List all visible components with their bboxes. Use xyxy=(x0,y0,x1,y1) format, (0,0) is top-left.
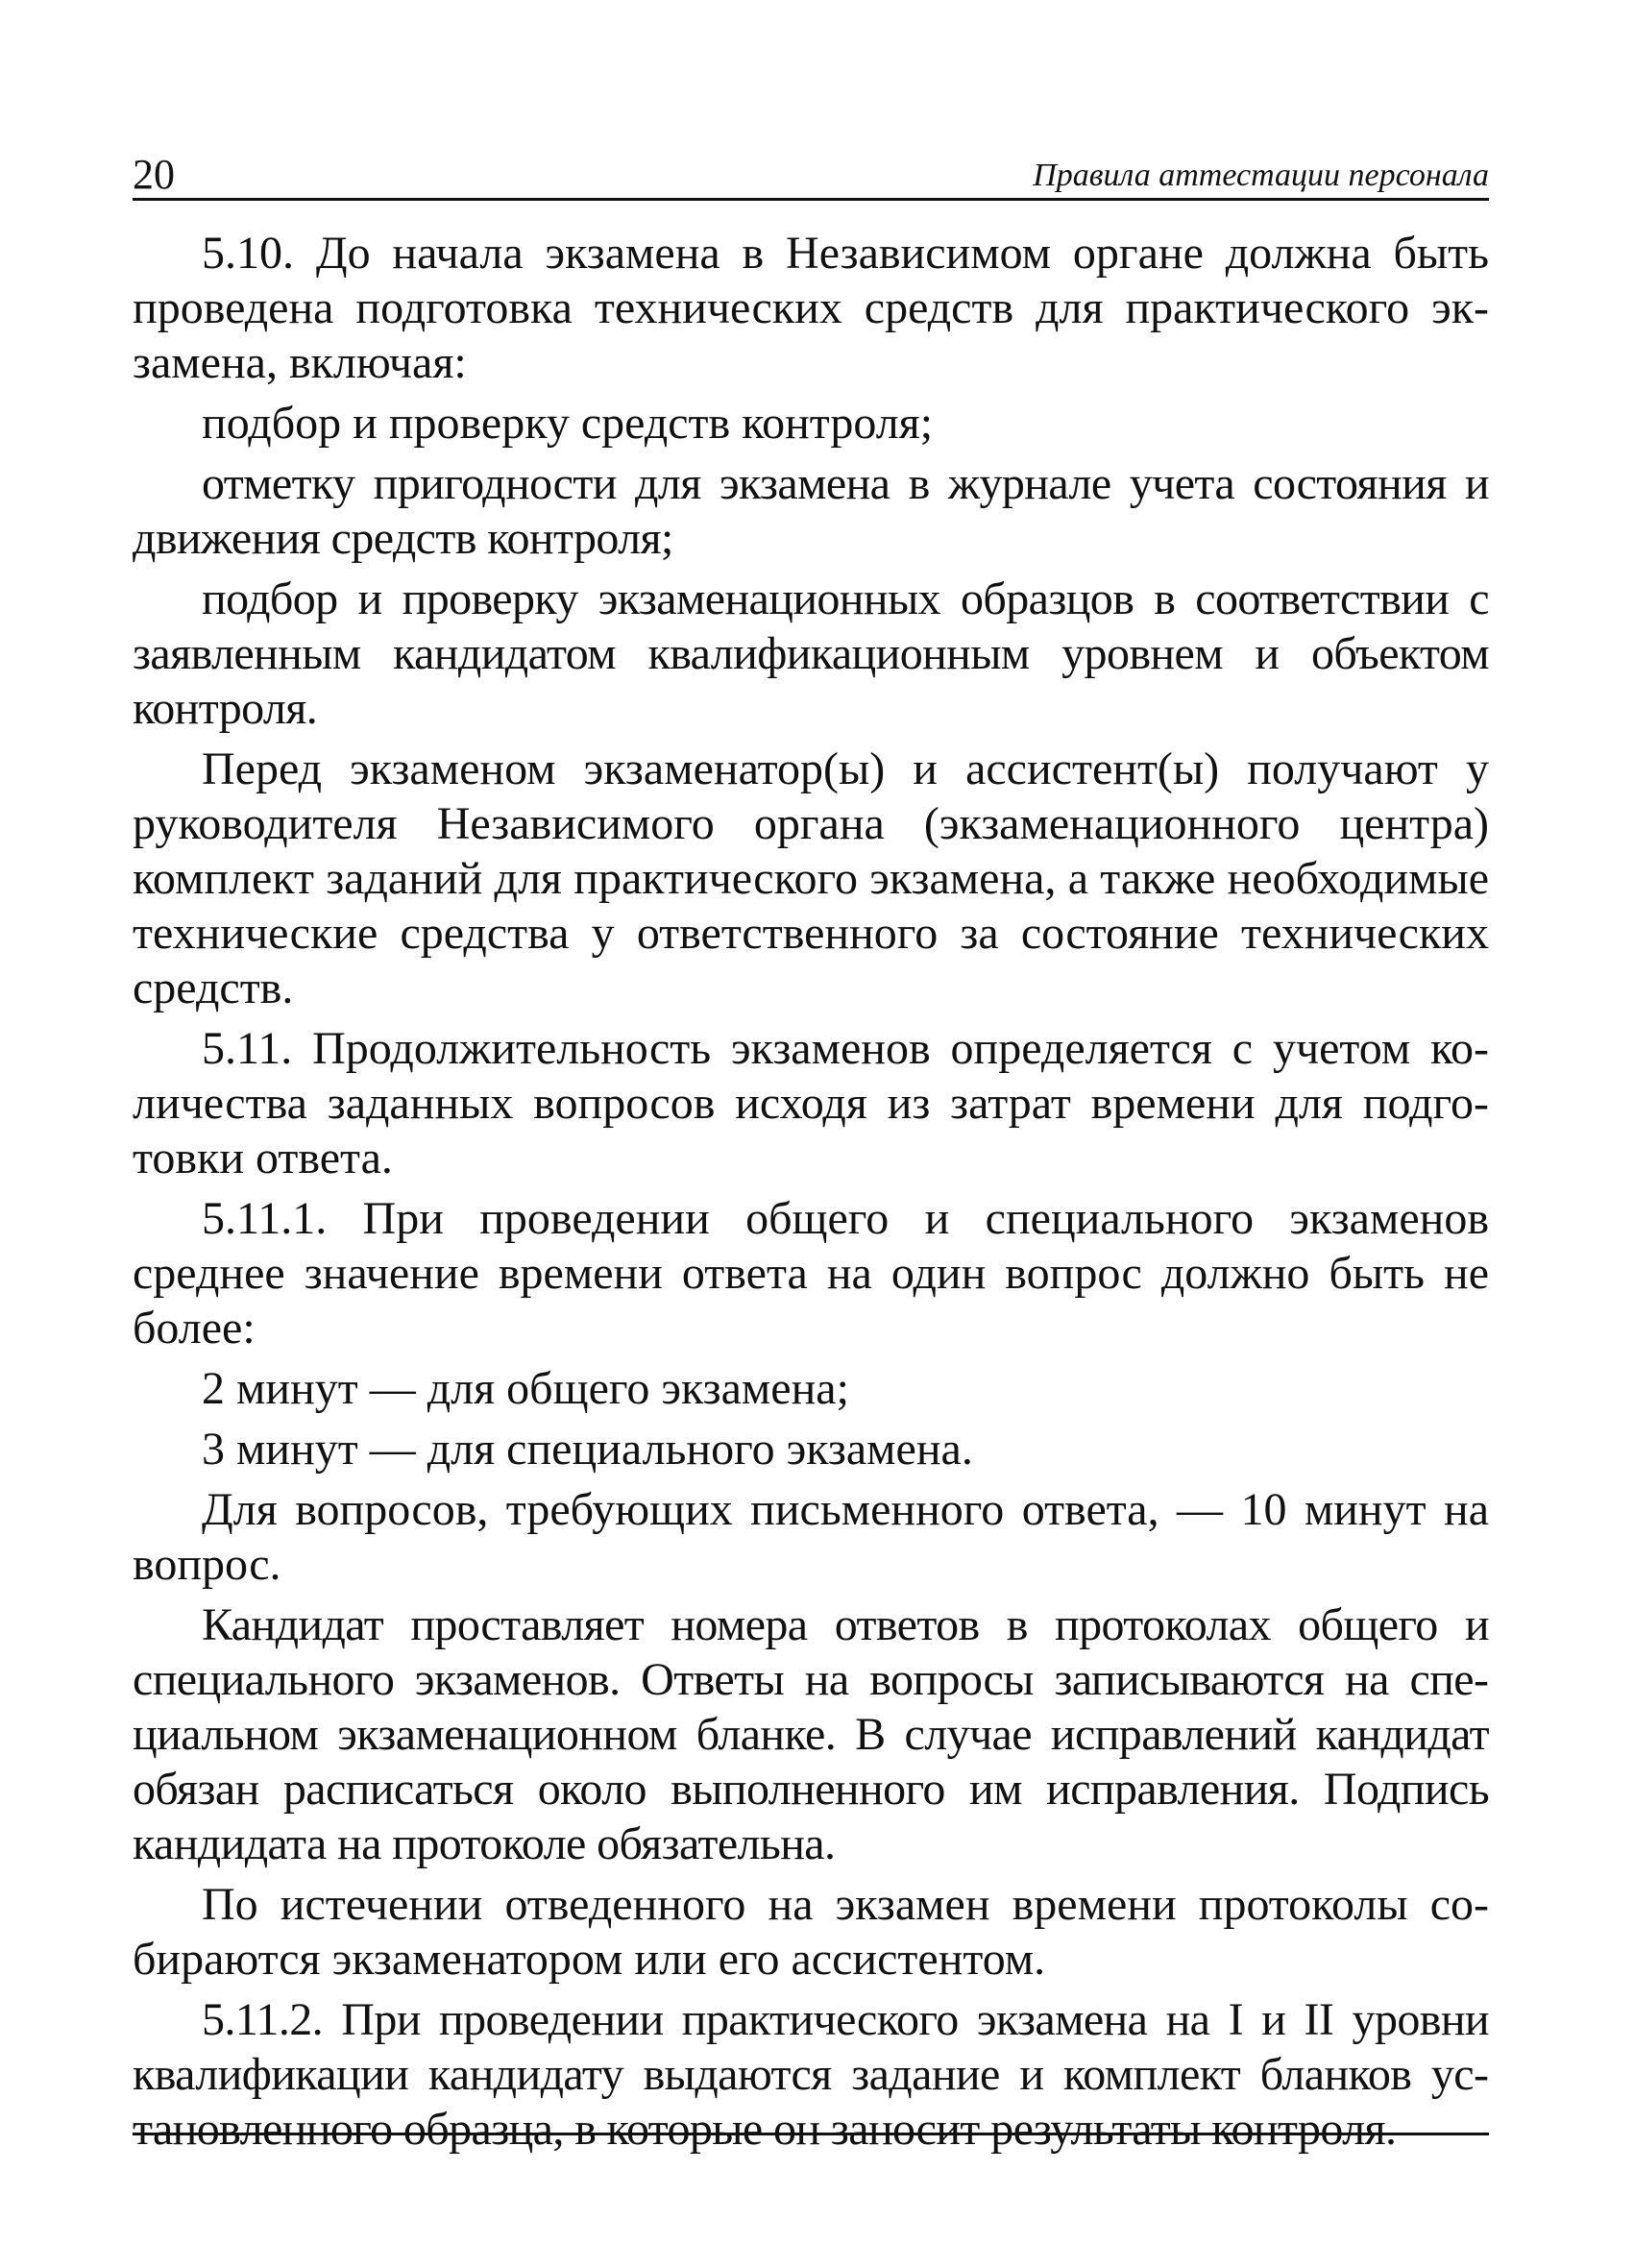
list-item-suitability-mark: отметку пригодности для экзамена в журнале учета состояния и движения средств контроля; xyxy=(133,458,1489,564)
list-item-specimen-selection: подбор и проверку экзаменационных образцов в соответствии с заявленным кандидатом квалификационным уровнем и объектом контроля. xyxy=(133,573,1489,734)
paragraph-5-11: 5.11. Продолжительность экзаменов определяется с учетом количества заданных вопросов исходя из затрат времени для подготовки ответа. xyxy=(133,1023,1489,1183)
list-item-selection: подбор и проверку средств контроля; xyxy=(202,398,934,449)
paragraph-before-exam: Перед экзаменом экзаменатор(ы) и ассистент(ы) получают у руководителя Независимого органа (экзаменационного центра) комплект заданий для практического экзамена, а также необходимые технические средства у ответственного за состояние технических средств. xyxy=(133,744,1489,1013)
body-text xyxy=(133,226,1489,2157)
list-item-general-exam-time: 2 минут — для общего экзамена; xyxy=(202,1363,849,1414)
footer-rule xyxy=(133,2133,1489,2135)
paragraph-written-answers: Для вопросов, требующих письменного ответа, — 10 минут на вопрос. xyxy=(133,1484,1489,1590)
paragraph-5-10: 5.10. До начала экзамена в Независимом органе должна быть проведена подготовка технических средств для практического экзамена, включая: xyxy=(133,228,1489,388)
running-header xyxy=(133,144,1489,201)
document-page xyxy=(133,144,1489,2162)
paragraph-5-11-2: 5.11.2. При проведении практического экзамена на I и II уровни квалификации кандидату выдаются задание и комплект бланков установленного образца, в которые он заносит результаты контроля. xyxy=(133,1994,1489,2155)
paragraph-5-11-1: 5.11.1. При проведении общего и специального экзаменов среднее значение времени ответа на один вопрос должно быть не более: xyxy=(133,1193,1489,1353)
paragraph-protocol-collection: По истечении отведенного на экзамен времени протоколы собираются экзаменатором или его ассистентом. xyxy=(133,1879,1489,1985)
list-item-special-exam-time: 3 минут — для специального экзамена. xyxy=(202,1424,973,1475)
page-number: 20 xyxy=(133,151,175,198)
paragraph-candidate-protocol: Кандидат проставляет номера ответов в протоколах общего и специального экзаменов. Ответы на вопросы записываются на специальном экзаменационном бланке. В случае исправлений кандидат обязан расписаться около выполненного им исправления. Подпись кандидата на протоколе обязательна. xyxy=(133,1599,1489,1869)
running-title: Правила аттестации персонала xyxy=(1033,158,1489,193)
